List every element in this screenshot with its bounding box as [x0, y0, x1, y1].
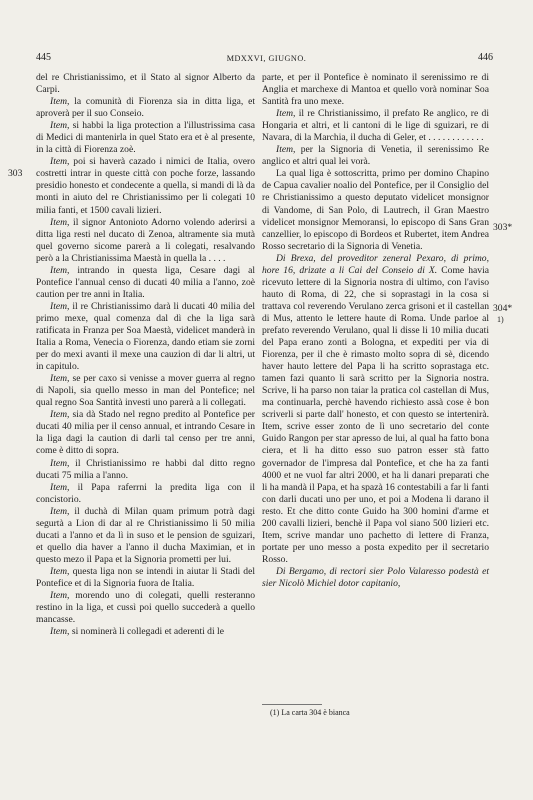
- margin-note-304-right: 304*: [493, 303, 513, 314]
- paragraph-lead: Item,: [50, 216, 70, 228]
- paragraph-text: si nominerà li collegadi et aderenti di le: [69, 626, 224, 638]
- paragraph-lead: Item,: [50, 565, 70, 577]
- paragraph-text: poi si haverà cazado i nimici de Italia, overo costretti intrar in queste città con poche forze, lassando presidio honesto et condecente a quella, si mandi di là da monti in aiuto del re Christianissimo per li colegati 10 milia fanti, et 1500 cavali lizieri.: [36, 156, 255, 216]
- paragraph: [36, 566, 255, 590]
- margin-note-303-left: 303: [8, 168, 23, 179]
- paragraph: [262, 566, 489, 590]
- paragraph-text: del re Christianissimo, et il Stato al signor Alberto da Carpi.: [36, 72, 255, 96]
- paragraph-text: La qual liga è sottoscritta, primo per domino Chapino de Capua cavalier noalio del Pontefice, per il Consiglio del re Christianissimo a questo deputato videlicet monsignor di Vandome, di San Polo, di Lautrech, il Gran Maestro videlicet monsignor Memoransi, lo episcopo di Sans Gran canzellier, lo episcopo di Bordeos et Rubertet, item Andrea Rosso secretario di la Signoria di Venetia.: [262, 168, 489, 252]
- paragraph-lead: Item,: [276, 108, 296, 120]
- paragraph-text: il Christianissimo re habbi dal ditto regno ducati 75 milia a l'anno.: [36, 457, 255, 481]
- right-text-column: [262, 72, 489, 590]
- paragraph: [262, 144, 489, 168]
- paragraph-text: morendo uno di colegati, quelli resteranno restino in la liga, et cussì poi quello succederà a quello mancasse.: [36, 590, 255, 626]
- paragraph-text: per la Signoria di Venetia, il serenissimo Re anglico et altri qual lei vorà.: [262, 144, 489, 168]
- paragraph-text: si habbi la liga protection a l'illustrissima casa di Medici di mantenirla in quel Stato era et è al presente, in la città di Fiorenza zoè.: [36, 120, 255, 156]
- paragraph: [262, 108, 489, 144]
- paragraph-text: il Papa raferrni la predita liga con il concistorio.: [36, 481, 255, 505]
- paragraph-lead: Item,: [50, 626, 70, 638]
- paragraph: [36, 409, 255, 457]
- paragraph: [36, 482, 255, 506]
- paragraph-lead: Item,: [50, 96, 70, 108]
- paragraph: [36, 265, 255, 301]
- paragraph-lead: Item,: [50, 505, 70, 517]
- paragraph-lead: Item,: [50, 457, 70, 469]
- running-header: MDXXVI, GIUGNO.: [226, 54, 307, 63]
- margin-note-303-right: 303*: [493, 222, 513, 233]
- paragraph-lead: Item,: [50, 481, 70, 493]
- footnote-rule: [262, 704, 322, 705]
- paragraph: [36, 301, 255, 373]
- page-number-left: 445: [36, 52, 51, 63]
- paragraph: [36, 373, 255, 409]
- paragraph: [36, 156, 255, 216]
- paragraph-text: il re Christianissimo, il prefato Re anglico, re di Hongaria et altri, et li cantoni di le lige di sguizari, re di Navara, di la Marchia, il ducha di Geler, et . . . . . . . . . . . .: [262, 108, 489, 144]
- paragraph-lead: Di Brexa, del proveditor zeneral Pexaro, di primo, hore 16, drizate a li Cai del Conseio di X.: [262, 252, 489, 276]
- paragraph-lead: Di Bergamo, di rectori sier Polo Valaresso podestà et sier Nicolò Michiel dotor capitanio,: [262, 565, 489, 589]
- paragraph-lead: Item,: [50, 264, 70, 276]
- paragraph-text: se per caxo si venisse a mover guerra al regno di Napoli, sia quello messo in man del Pontefice; nel qual regno Soa Santità investi uno parerà a li collegati.: [36, 373, 255, 409]
- paragraph-text: il re Christianissimo darà li ducati 40 milia del primo mexe, qual comenza dal dì che la liga sarà ratificata in Franza per Soa Maestà, videlicet manderà in Italia a Roma, Venecia o Fiorenza, dando etiam sie zorni per do mexi avanti il mexe una cauzion di dar li altri, ut in capitulo.: [36, 300, 255, 373]
- paragraph: [262, 253, 489, 566]
- paragraph-text: il signor Antonioto Adorno volendo aderirsi a ditta liga resti nel ducato di Zenoa, altramente sia mutà quel governo sicome parerà a li colegati, resalvando però a la Christianissima Maestà in quella la . . . .: [36, 216, 255, 264]
- paragraph-text: la comunità di Fiorenza sia in ditta liga, et aproverà per il suo Conseio.: [36, 96, 255, 120]
- margin-note-footnote-ref: 1): [497, 315, 504, 324]
- paragraph-text: intrando in questa liga, Cesare dagi al Pontefice l'annual censo di ducati 40 milia a l'anno, zoè caution per tre anni in Italia.: [36, 264, 255, 300]
- paragraph-lead: Item,: [50, 120, 70, 132]
- paragraph: [36, 506, 255, 566]
- paragraph-text: sia dà Stado nel regno predito al Pontefice per ducati 40 milia per il censo annual, et intrando Cesare in la liga dagi la caution di darli tal censo per tre anni, come è ditto di sopra.: [36, 409, 255, 457]
- footnote: (1) La carta 304 è bianca: [270, 708, 350, 717]
- paragraph-text: questa liga non se intendi in aiutar li Stadi del Pontefice et di la Signoria fuora de Italia.: [36, 565, 255, 589]
- paragraph-lead: Item,: [276, 144, 296, 156]
- paragraph: [36, 72, 255, 96]
- paragraph-text: Come havia ricevuto lettere di la Signoria nostra di ultimo, con l'aviso hauto di Roma, di 22, che si soprastagi in la cosa si trattava col reverendo Verulano zerca grisoni et il castellan di Mus, attento le lettere haute di Roma. Unde parloe al prefato reverendo Verulano, qual li disse li 10 milia ducati del Papa erano zonti a Bologna, et expediti per via di Fiorenza, per il che è rimasto molto sopra di sè, dicendo haver hauto lettere del Papa li ha scritto soprastaga etc. tamen fazi quanto li sarà scritto per la Signoria nostra. Scrive, li ha parso non taiar la pratica col castellan di Mus, ma continuarla, perchè havendo richiesto assà cose è bon scriverli si parte dall' honesto, et con questo se intertenirà. Item, scrive esser zonto de lì uno secretario del conte Guido Rangon per star apresso de lui, al qual ha fatto bona ciera, et li ha ditto esso suo patron esser stà fatto governador de l'impresa dal Pontefice, et che ha za fanti 4000 et ne vuol far altri 2000, et ha li danari preparati che li ha mandà il Papa, et ha spazà 16 contestabili a far li fanti con darli ducati uno per uno, et poi a Modena li darano il resto. Et che ditto conte Guido ha 300 homini d'arme et 200 cavalli lizieri, benchè il Papa vol siano 500 lizieri etc. Item, scrive mandar uno pachetto di lettere di Franza, portate per uno messo a posta expedito per il secretario Rosso.: [262, 264, 489, 565]
- paragraph: [262, 168, 489, 252]
- paragraph-lead: Item,: [50, 300, 70, 312]
- paragraph: [36, 626, 255, 638]
- paragraph: [36, 96, 255, 120]
- paragraph-text: parte, et per il Pontefice è nominato il serenissimo re di Anglia et marchexe di Mantoa et quello vorà nominar Soa Santità fra uno mexe.: [262, 72, 489, 108]
- paragraph-lead: Item,: [50, 156, 70, 168]
- paragraph-lead: Item,: [50, 590, 70, 602]
- paragraph-text: il duchà di Milan quam primum potrà dagi segurtà a Lion di dar al re Christianissimo li 50 milia ducati a l'anno et da lì in suso et le pension de sguizari, et quello dia haver a l'anno il ducha Maximian, et in questo mezo il Papa et la Signoria prometti per lui.: [36, 505, 255, 565]
- paragraph: [36, 458, 255, 482]
- paragraph: [36, 590, 255, 626]
- paragraph: [36, 120, 255, 156]
- paragraph-lead: Item,: [50, 373, 70, 385]
- paragraph-lead: Item,: [50, 409, 70, 421]
- left-text-column: [36, 72, 255, 638]
- paragraph: [36, 217, 255, 265]
- page-number-right: 446: [478, 52, 493, 63]
- paragraph: [262, 72, 489, 108]
